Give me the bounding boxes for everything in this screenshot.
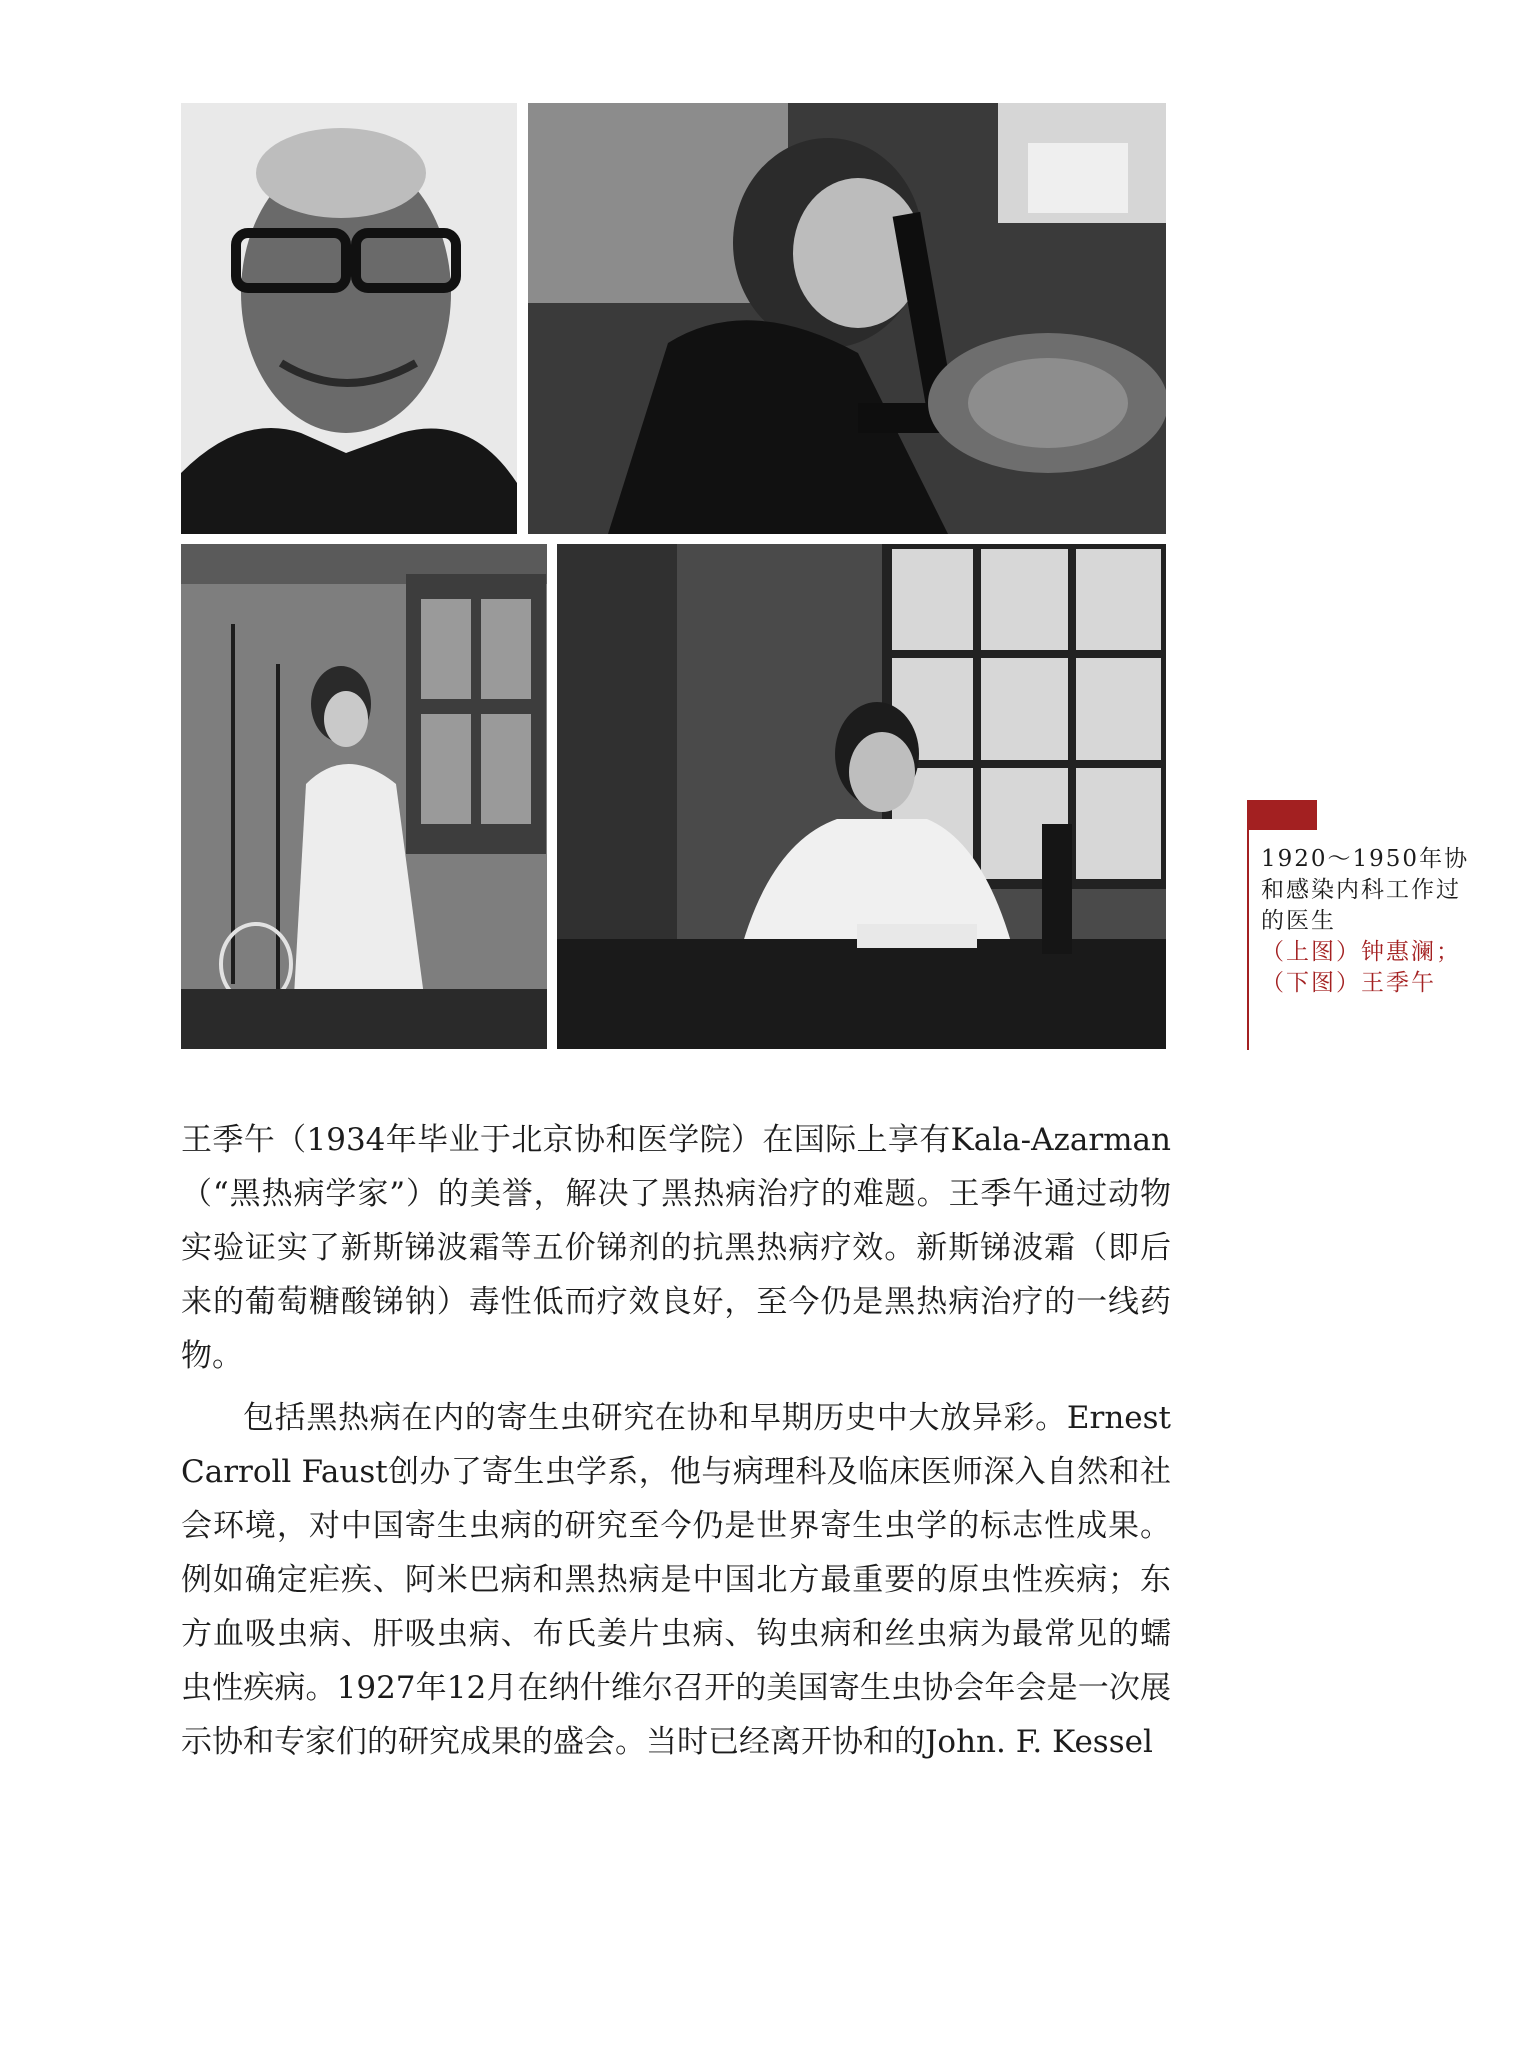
caption-rule (1247, 800, 1249, 1050)
desk-photo-wang-jiwu (557, 544, 1166, 1049)
caption-text (1261, 844, 1471, 999)
body-text (181, 1113, 1171, 1769)
paragraph-1: 王季午（1934年毕业于北京协和医学院）在国际上享有Kala-Azarman（“黑热病学家”）的美誉，解决了黑热病治疗的难题。王季午通过动物实验证实了新斯锑波霜等五价锑剂的抗黑热病疗效。新斯锑波霜（即后来的葡萄糖酸锑钠）毒性低而疗效良好，至今仍是黑热病治疗的一线药物。 (181, 1122, 1171, 1374)
photo-caption (1247, 800, 1477, 1050)
lab-photo-wang-jiwu (181, 544, 547, 1049)
paragraph-2: 包括黑热病在内的寄生虫研究在协和早期历史中大放异彩。Ernest Carroll Faust创办了寄生虫学系，他与病理科及临床医师深入自然和社会环境，对中国寄生虫病的研究至今仍是世界寄生虫学的标志性成果。例如确定疟疾、阿米巴病和黑热病是中国北方最重要的原虫性疾病；东方血吸虫病、肝吸虫病、布氏姜片虫病、钩虫病和丝虫病为最常见的蠕虫性疾病。1927年12月在纳什维尔召开的美国寄生虫协会年会是一次展示协和专家们的研究成果的盛会。当时已经离开协和的John. F. Kessel (181, 1400, 1171, 1760)
caption-line-1: 1920～1950年协和感染内科工作过的医生 (1261, 846, 1470, 934)
microscope-photo-zhong-huilan (528, 103, 1166, 534)
caption-accent-bar (1247, 800, 1317, 830)
portrait-photo-zhong-huilan (181, 103, 517, 534)
caption-line-2: （上图）钟惠澜；（下图）王季午 (1261, 939, 1461, 996)
